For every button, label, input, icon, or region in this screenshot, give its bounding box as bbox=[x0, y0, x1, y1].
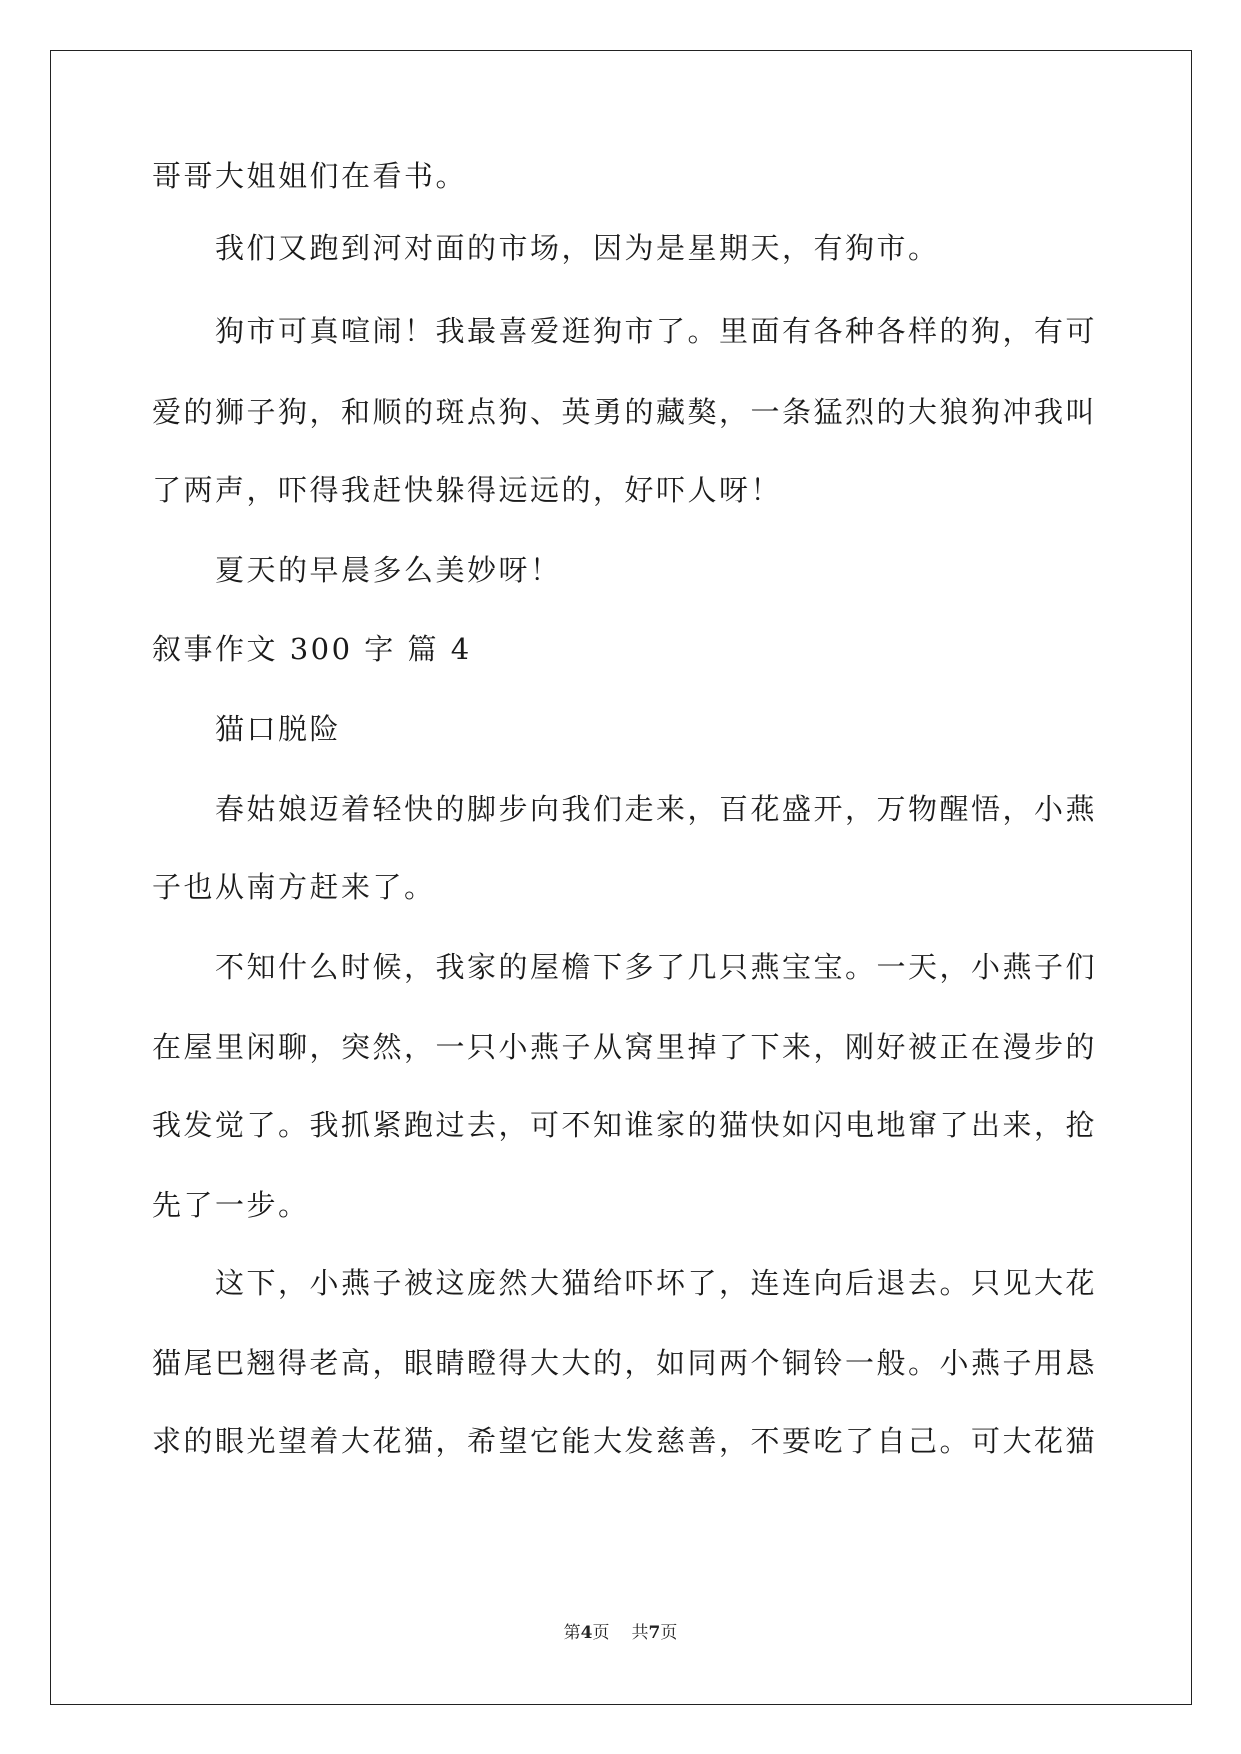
text-line: 夏天的早晨多么美妙呀！ bbox=[152, 553, 562, 587]
text-line: 春姑娘迈着轻快的脚步向我们走来，百花盛开，万物醒悟，小燕 bbox=[152, 792, 1098, 826]
total-label-prefix: 共 bbox=[631, 1623, 649, 1643]
section-heading: 叙事作文 300 字 篇 4 bbox=[152, 632, 472, 666]
text-line: 这下，小燕子被这庞然大猫给吓坏了，连连向后退去。只见大花 bbox=[152, 1266, 1098, 1300]
current-page-number: 4 bbox=[580, 1623, 593, 1643]
text-line: 爱的狮子狗，和顺的斑点狗、英勇的藏獒，一条猛烈的大狼狗冲我叫 bbox=[152, 395, 1098, 429]
page-label-suffix: 页 bbox=[592, 1623, 610, 1643]
text-line: 了两声，吓得我赶快躲得远远的，好吓人呀！ bbox=[152, 473, 783, 507]
text-line: 狗市可真喧闹！我最喜爱逛狗市了。里面有各种各样的狗，有可 bbox=[152, 314, 1098, 348]
text-line: 猫尾巴翘得老高，眼睛瞪得大大的，如同两个铜铃一般。小燕子用恳 bbox=[152, 1346, 1098, 1380]
text-line: 子也从南方赶来了。 bbox=[152, 870, 436, 904]
text-line: 先了一步。 bbox=[152, 1188, 310, 1222]
text-line: 我发觉了。我抓紧跑过去，可不知谁家的猫快如闪电地窜了出来，抢 bbox=[152, 1108, 1098, 1142]
text-line: 在屋里闲聊，突然，一只小燕子从窝里掉了下来，刚好被正在漫步的 bbox=[152, 1030, 1098, 1064]
total-label-suffix: 页 bbox=[660, 1623, 678, 1643]
article-title: 猫口脱险 bbox=[152, 712, 342, 746]
page-footer bbox=[0, 1622, 1241, 1644]
page-label-prefix: 第 bbox=[563, 1623, 581, 1643]
text-line: 哥哥大姐姐们在看书。 bbox=[152, 159, 468, 193]
text-line: 不知什么时候，我家的屋檐下多了几只燕宝宝。一天，小燕子们 bbox=[152, 950, 1098, 984]
total-page-number: 7 bbox=[648, 1623, 661, 1643]
text-line: 求的眼光望着大花猫，希望它能大发慈善，不要吃了自己。可大花猫 bbox=[152, 1424, 1098, 1458]
text-line: 我们又跑到河对面的市场，因为是星期天，有狗市。 bbox=[152, 231, 940, 265]
